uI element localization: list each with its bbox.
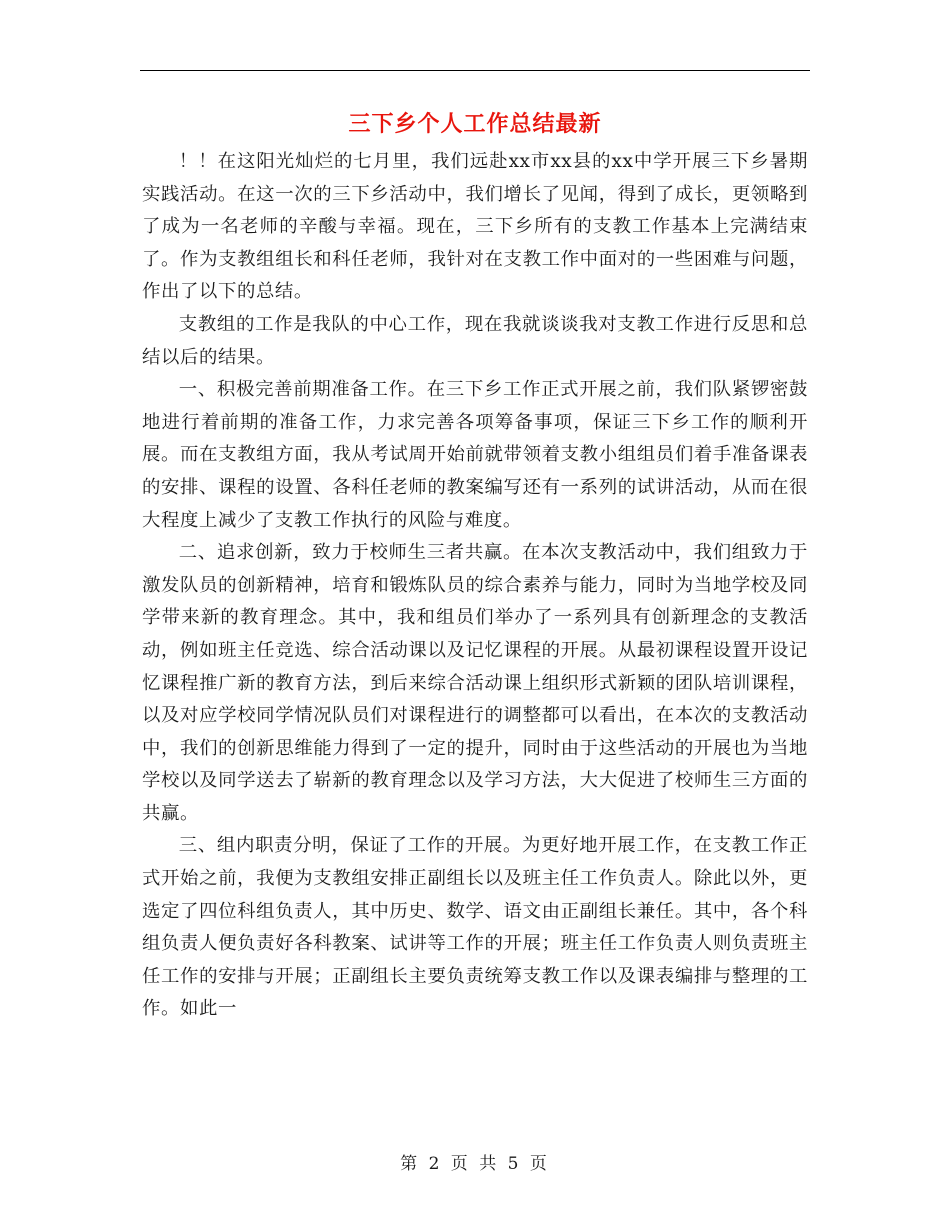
header-rule bbox=[140, 70, 810, 71]
document-body bbox=[142, 146, 808, 1026]
page-footer: 第 2 页 共 5 页 bbox=[400, 1154, 550, 1174]
paragraph-section-1: 一、积极完善前期准备工作。在三下乡工作正式开展之前，我们队紧锣密鼓地进行着前期的准备工作，力求完善各项筹备事项，保证三下乡工作的顺利开展。而在支教组方面，我从考试周开始前就带领着支教小组组员们着手准备课表的安排、课程的设置、各科任老师的教案编写还有一系列的试讲活动，从而在很大程度上减少了支教工作执行的风险与难度。 bbox=[142, 379, 808, 531]
paragraph-overview: 支教组的工作是我队的中心工作，现在我就谈谈我对支教工作进行反思和总结以后的结果。 bbox=[142, 313, 808, 368]
paragraph-section-3: 三、组内职责分明，保证了工作的开展。为更好地开展工作，在支教工作正式开始之前，我便为支教组安排正副组长以及班主任工作负责人。除此以外，更选定了四位科组负责人，其中历史、数学、语文由正副组长兼任。其中，各个科组负责人便负责好各科教案、试讲等工作的开展；班主任工作负责人则负责班主任工作的安排与开展；正副组长主要负责统筹支教工作以及课表编排与整理的工作。如此一 bbox=[142, 835, 808, 1020]
paragraph-section-2: 二、追求创新，致力于校师生三者共赢。在本次支教活动中，我们组致力于激发队员的创新精神，培育和锻炼队员的综合素养与能力，同时为当地学校及同学带来新的教育理念。其中，我和组员们举办了一系列具有创新理念的支教活动，例如班主任竞选、综合活动课以及记忆课程的开展。从最初课程设置开设记忆课程推广新的教育方法，到后来综合活动课上组织形式新颖的团队培训课程，以及对应学校同学情况队员们对课程进行的调整都可以看出，在本次的支教活动中，我们的创新思维能力得到了一定的提升，同时由于这些活动的开展也为当地学校以及同学送去了崭新的教育理念以及学习方法，大大促进了校师生三方面的共赢。 bbox=[142, 542, 808, 824]
paragraph-intro: ！！在这阳光灿烂的七月里，我们远赴xx市xx县的xx中学开展三下乡暑期实践活动。在这一次的三下乡活动中，我们增长了见闻，得到了成长，更领略到了成为一名老师的辛酸与幸福。现在，三下乡所有的支教工作基本上完满结束了。作为支教组组长和科任老师，我针对在支教工作中面对的一些困难与问题，作出了以下的总结。 bbox=[142, 151, 808, 303]
document-title: 三下乡个人工作总结最新 bbox=[348, 112, 602, 137]
